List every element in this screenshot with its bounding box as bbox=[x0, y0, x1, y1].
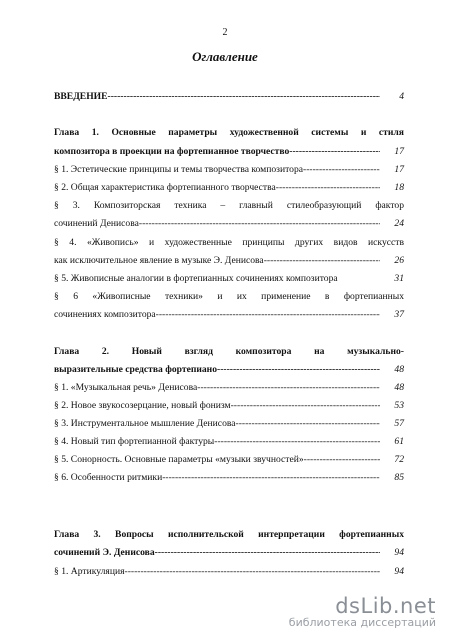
toc-ch1-section-2[interactable] bbox=[54, 179, 404, 197]
toc-ch3-section-1[interactable] bbox=[54, 563, 404, 581]
toc-intro-page: 4 bbox=[399, 91, 404, 102]
toc-intro[interactable] bbox=[54, 88, 404, 106]
toc-ch2-s6-page: 85 bbox=[394, 472, 404, 483]
toc-ch1-s5-label: § 5. Живописные аналогии в фортепианных сочинениях композитора bbox=[54, 273, 338, 284]
toc-ch1-s2-label: § 2. Общая характеристика фортепианного творчества ----- bbox=[54, 179, 380, 197]
toc-chapter-2-line2: выразительные средства фортепиано ----- bbox=[54, 361, 380, 379]
toc-ch2-section-1[interactable] bbox=[54, 379, 404, 397]
toc-ch2-s3-label: § 3. Инструментальное мышление Денисова ----- bbox=[54, 415, 380, 433]
toc-ch1-s6-page: 37 bbox=[394, 309, 404, 320]
toc-ch2-section-2[interactable] bbox=[54, 397, 404, 415]
toc-ch2-section-5[interactable] bbox=[54, 451, 404, 469]
toc-ch1-s3-line1: § 3. Композиторская техника – главный стилеобразующий фактор bbox=[54, 200, 404, 211]
toc-intro-label: ВВЕДЕНИЕ ----- bbox=[54, 88, 380, 106]
toc-ch2-section-3[interactable] bbox=[54, 415, 404, 433]
toc-ch2-s5-page: 72 bbox=[394, 454, 404, 465]
toc-ch1-s3-line2: сочинений Денисова ----- bbox=[54, 215, 380, 233]
watermark-logo: dsLib.net bbox=[335, 594, 436, 618]
toc-ch2-section-6[interactable] bbox=[54, 469, 404, 487]
toc-chapter-3-line1: Глава 3. Вопросы исполнительской интерпретации фортепианных bbox=[54, 529, 404, 540]
toc-ch2-s6-label: § 6. Особенности ритмики ----- bbox=[54, 469, 380, 487]
toc-ch1-s1-page: 17 bbox=[394, 164, 404, 175]
page-title: Оглавление bbox=[192, 49, 258, 64]
toc-ch1-s6-line1: § 6 «Живописные техники» и их применение в фортепианных bbox=[54, 291, 404, 302]
toc-ch1-s6-line2: сочинениях композитора ----- bbox=[54, 306, 380, 324]
toc-chapter-2-line1: Глава 2. Новый взгляд композитора на музыкально- bbox=[54, 346, 404, 357]
toc-ch1-s4-line2: как исключительное явление в музыке Э. Денисова ----- bbox=[54, 252, 380, 270]
toc-ch3-s1-label: § 1. Артикуляция ----- bbox=[54, 563, 380, 581]
page-number: 2 bbox=[222, 27, 228, 38]
toc-ch1-section-4-cont[interactable] bbox=[54, 252, 404, 270]
toc-ch1-section-6[interactable] bbox=[54, 288, 404, 306]
toc-ch1-section-3-cont[interactable] bbox=[54, 215, 404, 233]
toc-chapter-1-heading[interactable] bbox=[54, 124, 404, 142]
toc-ch2-s3-page: 57 bbox=[394, 418, 404, 429]
toc-chapter-2-heading[interactable] bbox=[54, 343, 404, 361]
toc-chapter-1-line2: композитора в проекции на фортепианное творчество ----- bbox=[54, 143, 380, 161]
toc-ch2-s4-page: 61 bbox=[394, 436, 404, 447]
toc-ch1-section-3[interactable] bbox=[54, 197, 404, 215]
toc-ch1-section-4[interactable] bbox=[54, 234, 404, 252]
toc-ch2-s1-label: § 1. «Музыкальная речь» Денисова ----- bbox=[54, 379, 380, 397]
toc-chapter-3-line2: сочинений Э. Денисова ----- bbox=[54, 544, 380, 562]
toc-chapter-2-page: 48 bbox=[394, 364, 404, 375]
toc-ch1-section-1[interactable] bbox=[54, 161, 404, 179]
toc-ch1-section-6-cont[interactable] bbox=[54, 306, 404, 324]
toc-ch2-s4-label: § 4. Новый тип фортепианной фактуры ----- bbox=[54, 433, 380, 451]
toc-ch3-s1-page: 94 bbox=[394, 566, 404, 577]
toc-chapter-3-heading[interactable] bbox=[54, 526, 404, 544]
toc-ch2-s2-label: § 2. Новое звукосозерцание, новый фонизм ----- bbox=[54, 397, 380, 415]
toc-ch1-s5-page: 31 bbox=[394, 273, 404, 284]
toc-ch2-s1-page: 48 bbox=[394, 382, 404, 393]
toc-ch1-s1-label: § 1. Эстетические принципы и темы творчества композитора ----- bbox=[54, 161, 380, 179]
toc-ch1-s2-page: 18 bbox=[394, 182, 404, 193]
toc-ch1-section-5[interactable] bbox=[54, 270, 404, 288]
watermark bbox=[289, 594, 436, 629]
toc-chapter-2-heading-cont[interactable] bbox=[54, 361, 404, 379]
toc-ch2-s5-label: § 5. Сонорность. Основные параметры «музыки звучностей» ----- bbox=[54, 451, 380, 469]
watermark-subtitle: библиотека диссертаций bbox=[288, 616, 436, 629]
toc-chapter-1-page: 17 bbox=[394, 146, 404, 157]
toc-ch1-s4-line1: § 4. «Живопись» и художественные принципы других видов искусств bbox=[54, 237, 404, 248]
toc-chapter-1-heading-cont[interactable] bbox=[54, 143, 404, 161]
toc-ch1-s4-page: 26 bbox=[394, 255, 404, 266]
toc-ch2-section-4[interactable] bbox=[54, 433, 404, 451]
toc-ch1-s3-page: 24 bbox=[394, 218, 404, 229]
toc-ch2-s2-page: 53 bbox=[394, 400, 404, 411]
toc-chapter-1-line1: Глава 1. Основные параметры художественной системы и стиля bbox=[54, 127, 404, 138]
toc-chapter-3-heading-cont[interactable] bbox=[54, 544, 404, 562]
toc-chapter-3-page: 94 bbox=[394, 547, 404, 558]
